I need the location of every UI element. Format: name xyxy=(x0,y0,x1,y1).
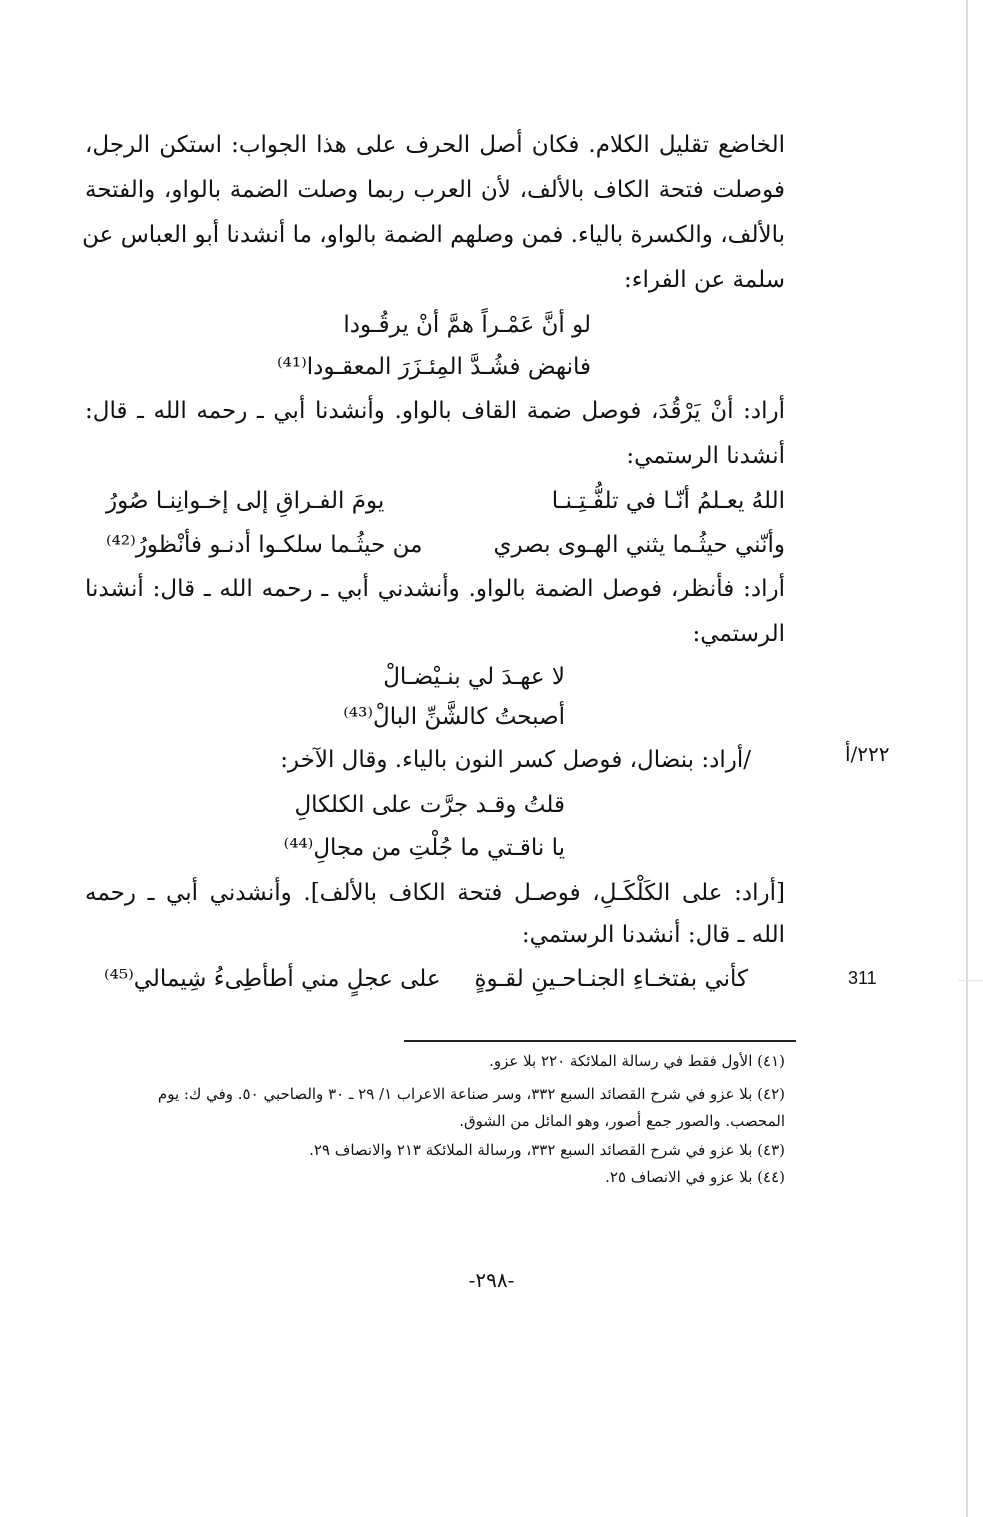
paragraph1-line3: بالألف، والكسرة بالياء. فمن وصلهم الضمة بالواو، ما أنشدنا أبو العباس عن xyxy=(82,222,785,248)
scan-mark xyxy=(958,980,983,981)
footnote-42: (٤٢) بلا عزو في شرح القصائد السبع ٣٣٢، وسر صناعة الاعراب ١/ ٢٩ ـ ٣٠ والصاحبي ٥٠. وفي ك: يوم xyxy=(157,1085,785,1103)
verse3-line2: أصبحتُ كالشَّنِّ البالْ⁽⁴³⁾ xyxy=(343,704,565,730)
verse4-line2: يا ناقـتي ما جُلْتِ من مجالِ⁽⁴⁴⁾ xyxy=(283,835,565,861)
verse2-line1-hemistich2: يومَ الفـراقِ إلى إخـوانِنـا صُورُ xyxy=(106,488,385,514)
paragraph3-line2: الرستمي: xyxy=(692,621,785,647)
paragraph1-line1: الخاضع تقليل الكلام. فكان أصل الحرف على هذا الجواب: استكن الرجل، xyxy=(85,132,785,158)
footnote-42-continued: المحصب. والصور جمع أصور، وهو المائل من الشوق. xyxy=(459,1112,785,1130)
verse1-line2: فانهض فشُـدَّ المِئـزَرَ المعقـودا⁽⁴¹⁾ xyxy=(276,354,591,380)
footnote-divider xyxy=(404,1040,796,1042)
footnote-44: (٤٤) بلا عزو في الانصاف ٢٥. xyxy=(605,1168,785,1186)
paragraph5-line2: الله ـ قال: أنشدنا الرستمي: xyxy=(521,922,785,948)
paragraph2-line2: أنشدنا الرستمي: xyxy=(626,443,785,469)
verse1-line1: لو أنَّ عَمْـراً همَّ أنْ يرقُـودا xyxy=(343,312,591,338)
paragraph1-line2: فوصلت فتحة الكاف بالألف، لأن العرب ربما وصلت الضمة بالواو، والفتحة xyxy=(85,177,785,203)
verse2-line1-hemistich1: اللهُ يعـلمُ أنّـا في تلفُّـتِـنـا xyxy=(551,488,785,514)
verse2-line2-hemistich1: وأنّني حيثُـما يثني الهـوى بصري xyxy=(493,532,785,558)
page-number: -٢٩٨- xyxy=(468,1268,515,1292)
paragraph1-line4: سلمة عن الفراء: xyxy=(623,267,785,293)
paragraph2-line1: أراد: أنْ يَرْقُدَ، فوصل ضمة القاف بالواو. وأنشدنا أبي ـ رحمه الله ـ قال: xyxy=(85,398,785,424)
footnote-43: (٤٣) بلا عزو في شرح القصائد السبع ٣٣٢، ورسالة الملائكة ٢١٣ والانصاف ٢٩. xyxy=(309,1141,785,1159)
verse4-line1: قلتُ وقـد جرَّت على الكلكالِ xyxy=(294,792,565,818)
verse5-hemistich2: على عجلٍ مني أطأطِىءُ شِيمالي⁽⁴⁵⁾ xyxy=(104,966,441,992)
folio-number: 311 xyxy=(848,968,877,988)
verse5-hemistich1: كأني بفتخـاءِ الجنـاحـينِ لقـوةٍ xyxy=(474,966,748,992)
verse3-line1: لا عهـدَ لي بنـيْضـالْ xyxy=(383,664,565,690)
paragraph3-line1: أراد: فأنظر، فوصل الضمة بالواو. وأنشدني أبي ـ رحمه الله ـ قال: أنشدنا xyxy=(85,576,785,602)
paragraph5-line1: [أراد: على الكَلْكَـلِ، فوصـل فتحة الكاف بالألف]. وأنشدني أبي ـ رحمه xyxy=(85,880,785,906)
paragraph4-line1: /أراد: بنضال، فوصل كسر النون بالياء. وقال الآخر: xyxy=(280,747,751,773)
footnote-41: (٤١) الأول فقط في رسالة الملائكة ٢٢٠ بلا عزو. xyxy=(489,1052,785,1070)
verse2-line2-hemistich2: من حيثُـما سلكـوا أدنـو فأنْظورُ⁽⁴²⁾ xyxy=(106,532,423,558)
margin-folio-note: ٢٢٢/أ xyxy=(845,742,890,766)
